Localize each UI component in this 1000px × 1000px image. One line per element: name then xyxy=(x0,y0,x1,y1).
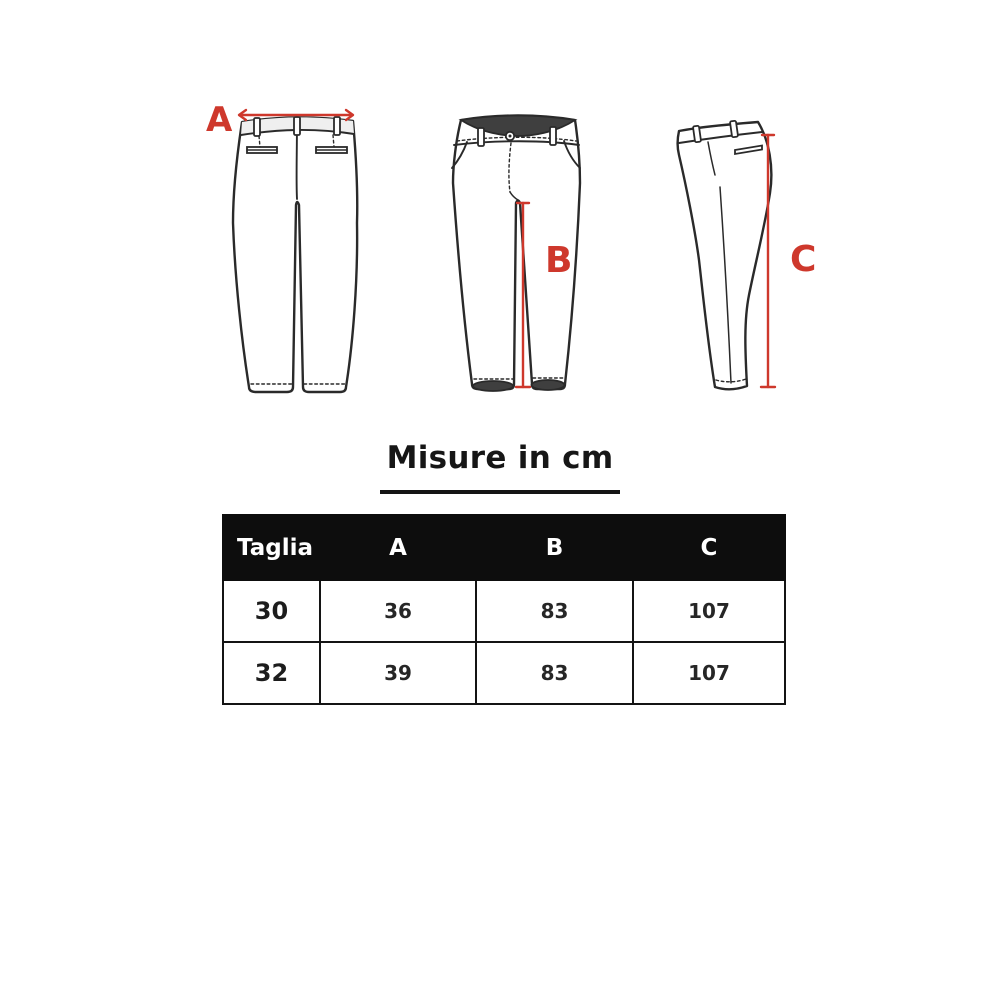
size-table-header-row xyxy=(223,515,785,580)
pants-front-view-diagram xyxy=(435,95,600,405)
title-block xyxy=(0,441,1000,494)
belt-loop xyxy=(294,117,300,135)
cell-measure-c: 107 xyxy=(633,580,785,642)
size-table xyxy=(222,514,786,705)
header-cell-a: A xyxy=(320,515,476,580)
pants-side-view-diagram xyxy=(650,95,820,405)
belt-loop xyxy=(254,118,260,136)
cell-size: 32 xyxy=(223,642,320,704)
belt-loop xyxy=(730,121,738,138)
pants-back-silhouette xyxy=(233,117,357,392)
size-row xyxy=(223,580,785,642)
measure-label-c: C xyxy=(790,239,817,280)
hem-opening xyxy=(532,380,565,390)
belt-loop xyxy=(550,127,556,145)
cell-measure-c: 107 xyxy=(633,642,785,704)
page-title: Misure in cm xyxy=(386,440,614,476)
header-cell-taglia: Taglia xyxy=(223,515,320,580)
size-row xyxy=(223,642,785,704)
pants-back-view-diagram xyxy=(200,95,370,405)
hem-opening xyxy=(473,381,513,391)
header-cell-b: B xyxy=(476,515,633,580)
title-underline xyxy=(380,490,620,494)
belt-loop xyxy=(693,126,701,143)
cell-measure-b: 83 xyxy=(476,580,633,642)
cell-measure-a: 36 xyxy=(320,580,476,642)
belt-loop xyxy=(334,117,340,135)
belt-loop xyxy=(478,128,484,146)
header-cell-c: C xyxy=(633,515,785,580)
measure-label-a: A xyxy=(206,100,233,140)
cell-measure-b: 83 xyxy=(476,642,633,704)
measure-label-b: B xyxy=(545,240,573,281)
cell-measure-a: 39 xyxy=(320,642,476,704)
cell-size: 30 xyxy=(223,580,320,642)
